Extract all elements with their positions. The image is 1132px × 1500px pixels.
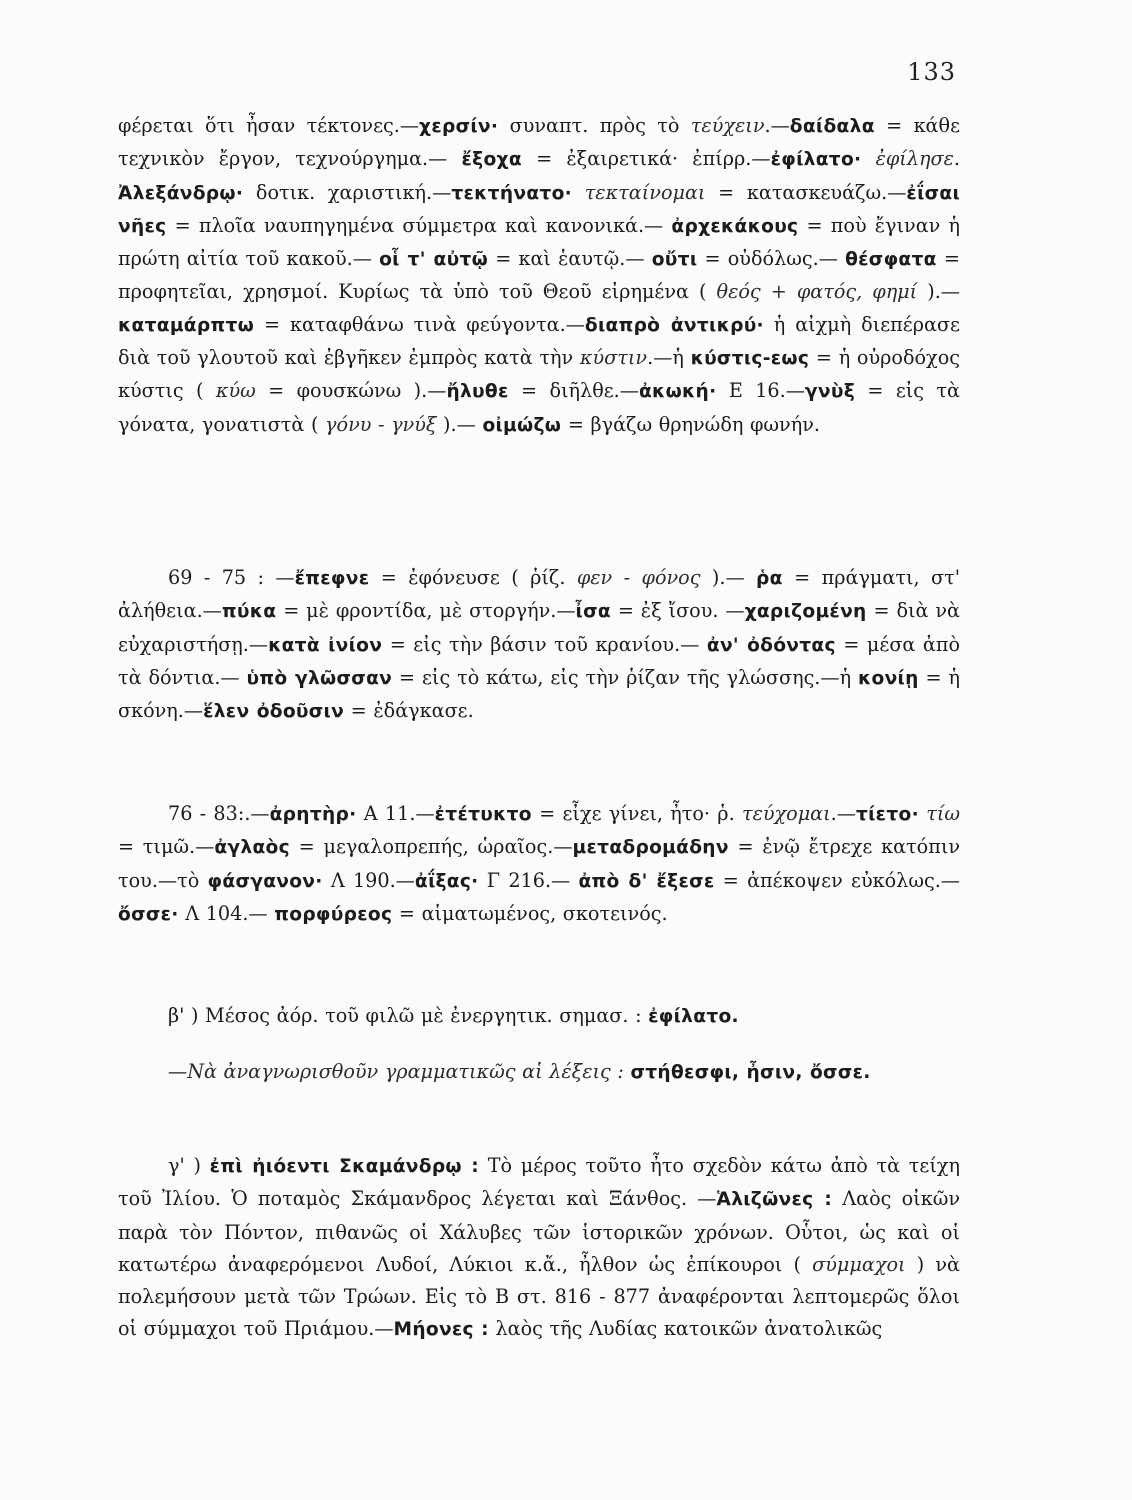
paragraph-gamma: γ' ) ἐπὶ ἠιόεντι Σκαμάνδρῳ : Τὸ μέρος τοῦτο ἦτο σχεδὸν κάτω ἀπὸ τὰ τείχη τοῦ Ἰλίου. Ὁ ποταμὸς Σκάμανδρος λέγεται καὶ Ξάνθος. —Ἁλιζῶνες : Λαὸς οἰκῶν παρὰ τὸν Πόντον, πιθανῶς οἱ Χάλυβες τῶν ἱστορικῶν χρόνων. Οὗτοι, ὡς καὶ οἱ κατωτέρω ἀναφερόμενοι Λυδοί, Λύκιοι κ.ἄ., ἦλθον ὡς ἐπίκουροι ( σύμμαχοι ) νὰ πολεμήσουν μετὰ τῶν Τρώων. Εἰς τὸ Β στ. 816 - 877 ἀναφέρονται λεπτομερῶς ὅλοι οἱ σύμμαχοι τοῦ Πριάμου.—Μήονες : λαὸς τῆς Λυδίας κατοικῶν ἀνατολικῶς bbox=[118, 1154, 960, 1341]
commentary-block-2 bbox=[118, 562, 960, 728]
commentary-block-gamma bbox=[118, 1150, 960, 1347]
paragraph-lines-76-83: 76 - 83:.—ἀρητὴρ· Α 11.—ἐτέτυκτο = εἶχε γίνει, ἦτο· ῥ. τεύχομαι.—τίετο· τίω = τιμῶ.—ἀγλαὸς = μεγαλοπρεπής, ὡραῖος.—μεταδρομάδην = ἐνῷ ἔτρεχε κατόπιν του.—τὸ φάσγανον· Λ 190.—ἀΐξας· Γ 216.— ἀπὸ δ' ἔξεσε = ἀπέκοψεν εὐκόλως.—ὄσσε· Λ 104.— πορφύρεος = αἱματωμένος, σκοτεινός. bbox=[118, 802, 961, 925]
paragraph-exercise: —Νὰ ἀναγνωρισθοῦν γραμματικῶς αἱ λέξεις : στήθεσφι, ἦσιν, ὄσσε. bbox=[168, 1060, 871, 1083]
paragraph-lines-69-75: 69 - 75 : —ἔπεφνε = ἐφόνευσε ( ῥίζ. φεν - φόνος ).— ῥα = πράγματι, στ' ἀλήθεια.—πύκα = μὲ φροντίδα, μὲ στοργήν.—ἶσα = ἐξ ἴσου. —χαριζομένη = διὰ νὰ εὐχαριστήσῃ.—κατὰ ἰνίον = εἰς τὴν βάσιν τοῦ κρανίου.— ἀν' ὀδόντας = μέσα ἀπὸ τὰ δόντια.— ὑπὸ γλῶσσαν = εἰς τὸ κάτω, εἰς τὴν ῥίζαν τῆς γλώσσης.—ἡ κονίῃ = ἡ σκόνη.—ἕλεν ὀδοῦσιν = ἐδάγκασε. bbox=[118, 566, 961, 723]
commentary-block-1 bbox=[118, 110, 960, 442]
paragraph-notes-1: φέρεται ὅτι ἦσαν τέκτονες.—χερσίν· συναπτ. πρὸς τὸ τεύχειν.—δαίδαλα = κάθε τεχνικὸν ἔργον, τεχνούργημα.— ἔξοχα = ἐξαιρετικά· ἐπίρρ.—ἐφίλατο· ἐφίλησε. Ἀλεξάνδρῳ· δοτικ. χαριστική.—τεκτήνατο· τεκταίνομαι = κατασκευάζω.—ἐΐσαι νῆες = πλοῖα ναυπηγημένα σύμμετρα καὶ κανονικά.— ἀρχεκάκους = ποὺ ἔγιναν ἡ πρώτη αἰτία τοῦ κακοῦ.— οἷ τ' αὐτῷ = καὶ ἑαυτῷ.— οὔτι = οὐδόλως.— θέσφατα = προφητεῖαι, χρησμοί. Κυρίως τὰ ὑπὸ τοῦ Θεοῦ εἰρημένα ( θεός + φατός, φημί ).—καταμάρπτω = καταφθάνω τινὰ φεύγοντα.—διαπρὸ ἀντικρύ· ἡ αἰχμὴ διεπέρασε διὰ τοῦ γλουτοῦ καὶ ἐβγῆκεν ἐμπρὸς κατὰ τὴν κύστιν.—ἡ κύστις-εως = ἡ οὐροδόχος κύστις ( κύω = φουσκώνω ).—ἤλυθε = διῆλθε.—ἀκωκή· Ε 16.—γνὺξ = εἰς τὰ γόνατα, γονατιστὰ ( γόνυ - γνύξ ).— οἰμώζω = βγάζω θρηνώδη φωνήν. bbox=[118, 114, 961, 436]
page-number: 133 bbox=[907, 58, 956, 86]
commentary-block-exercise bbox=[118, 1056, 960, 1089]
commentary-block-3 bbox=[118, 798, 960, 931]
commentary-block-beta bbox=[118, 1000, 960, 1033]
paragraph-beta: β' ) Μέσος ἀόρ. τοῦ φιλῶ μὲ ἐνεργητικ. σημασ. : ἐφίλατο. bbox=[168, 1004, 739, 1027]
